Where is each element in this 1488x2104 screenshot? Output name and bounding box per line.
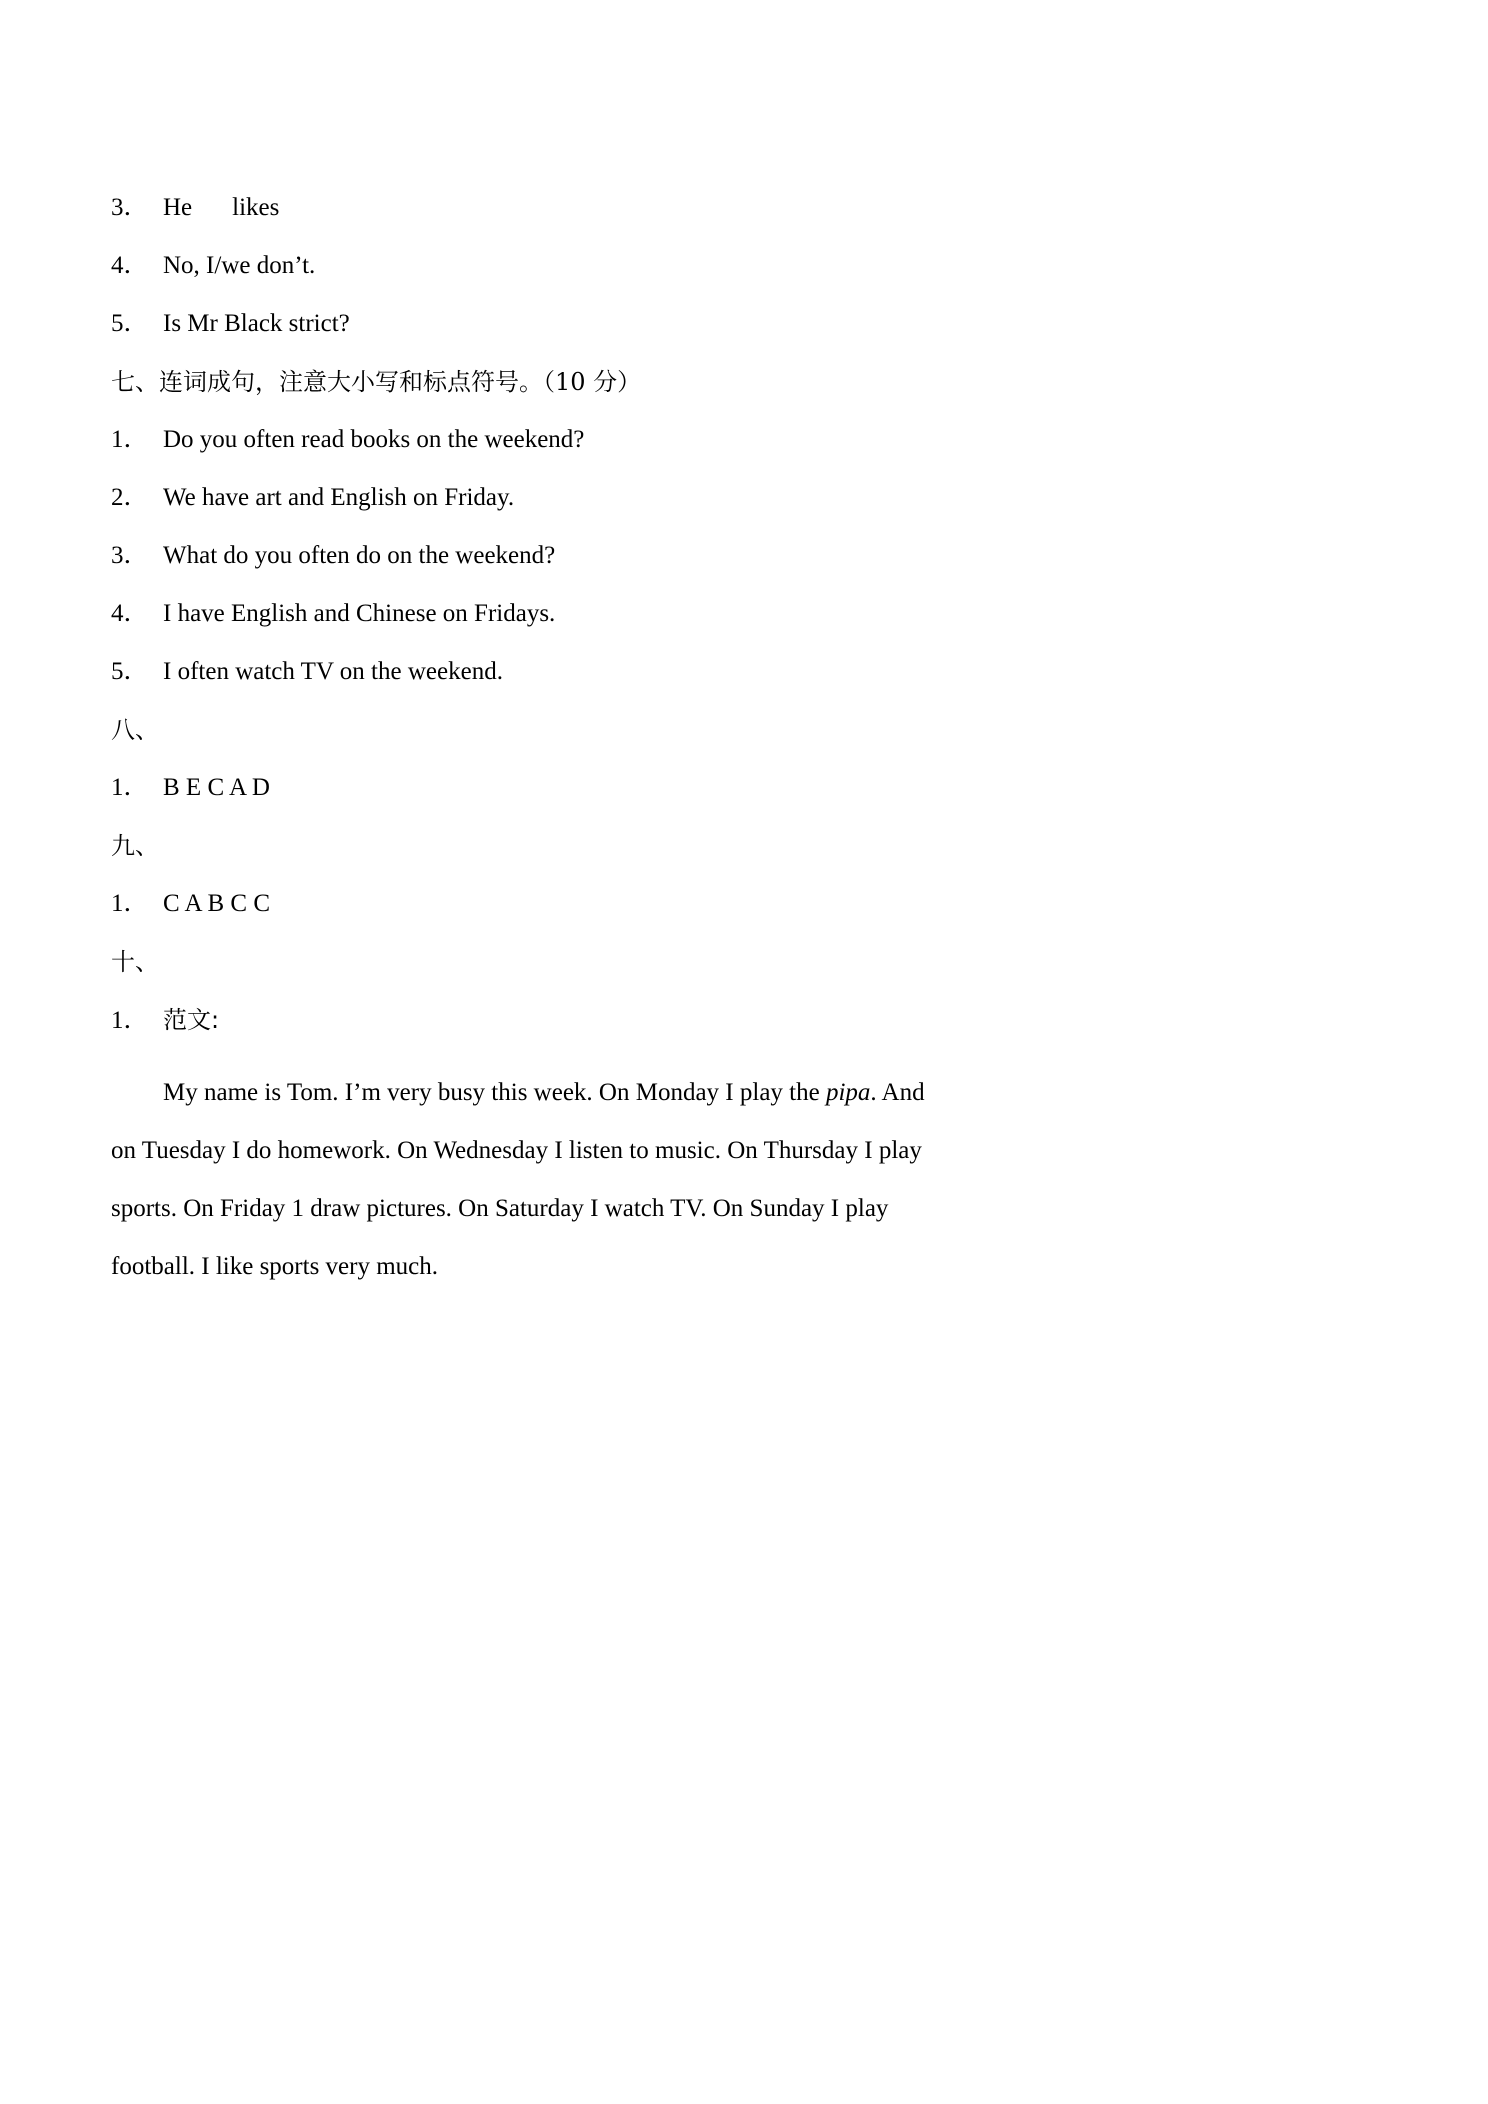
answer-line — [111, 483, 514, 513]
answer-line — [111, 1005, 219, 1036]
answer-text: B E C A D — [163, 774, 270, 801]
item-number: 4． — [111, 252, 149, 279]
item-number: 5． — [111, 310, 149, 337]
item-number: 2． — [111, 484, 149, 511]
item-number: 1． — [111, 426, 149, 453]
answer-line — [111, 425, 584, 455]
model-essay-paragraph — [111, 1064, 951, 1296]
answer-line — [111, 773, 270, 803]
item-number: 3． — [111, 542, 149, 569]
model-essay-label: 范文: — [163, 1006, 220, 1034]
item-number: 5． — [111, 658, 149, 685]
answer-line — [111, 657, 503, 687]
answer-text-part: He — [163, 194, 193, 221]
answer-text: We have art and English on Friday. — [163, 484, 515, 511]
section-heading: 九、 — [111, 832, 159, 860]
essay-italic-word: pipa — [825, 1079, 871, 1106]
answer-text: No, I/we don’t. — [163, 252, 316, 279]
section-heading: 八、 — [111, 716, 159, 744]
answer-text: C A B C C — [163, 890, 270, 917]
answer-text: Is Mr Black strict? — [163, 310, 350, 337]
answer-text-part: likes — [232, 194, 280, 221]
answer-line — [111, 599, 555, 629]
section-heading: 七、连词成句，注意大小写和标点符号。（10 分） — [111, 368, 642, 396]
answer-text: I have English and Chinese on Fridays. — [163, 600, 556, 627]
essay-text-rest: . And on Tuesday I do homework. On Wednesday I listen to music. On Thursday I play sports. On Friday 1 draw pictures. On Saturday I watch TV. On Sunday I play football. I like sports very much. — [111, 1079, 925, 1280]
answer-line — [111, 251, 315, 281]
answer-text: What do you often do on the weekend? — [163, 542, 556, 569]
answer-line — [111, 193, 279, 223]
answer-line — [111, 309, 350, 339]
item-number: 1． — [111, 890, 149, 917]
item-number: 1． — [111, 1007, 149, 1034]
item-number: 1． — [111, 774, 149, 801]
answer-line — [111, 541, 555, 571]
answer-text: I often watch TV on the weekend. — [163, 658, 503, 685]
section-heading: 十、 — [111, 948, 159, 976]
answer-line — [111, 889, 270, 919]
essay-text-start: My name is Tom. I’m very busy this week. On Monday I play the — [163, 1079, 826, 1106]
item-number: 3． — [111, 194, 149, 221]
item-number: 4． — [111, 600, 149, 627]
answer-text: Do you often read books on the weekend? — [163, 426, 585, 453]
